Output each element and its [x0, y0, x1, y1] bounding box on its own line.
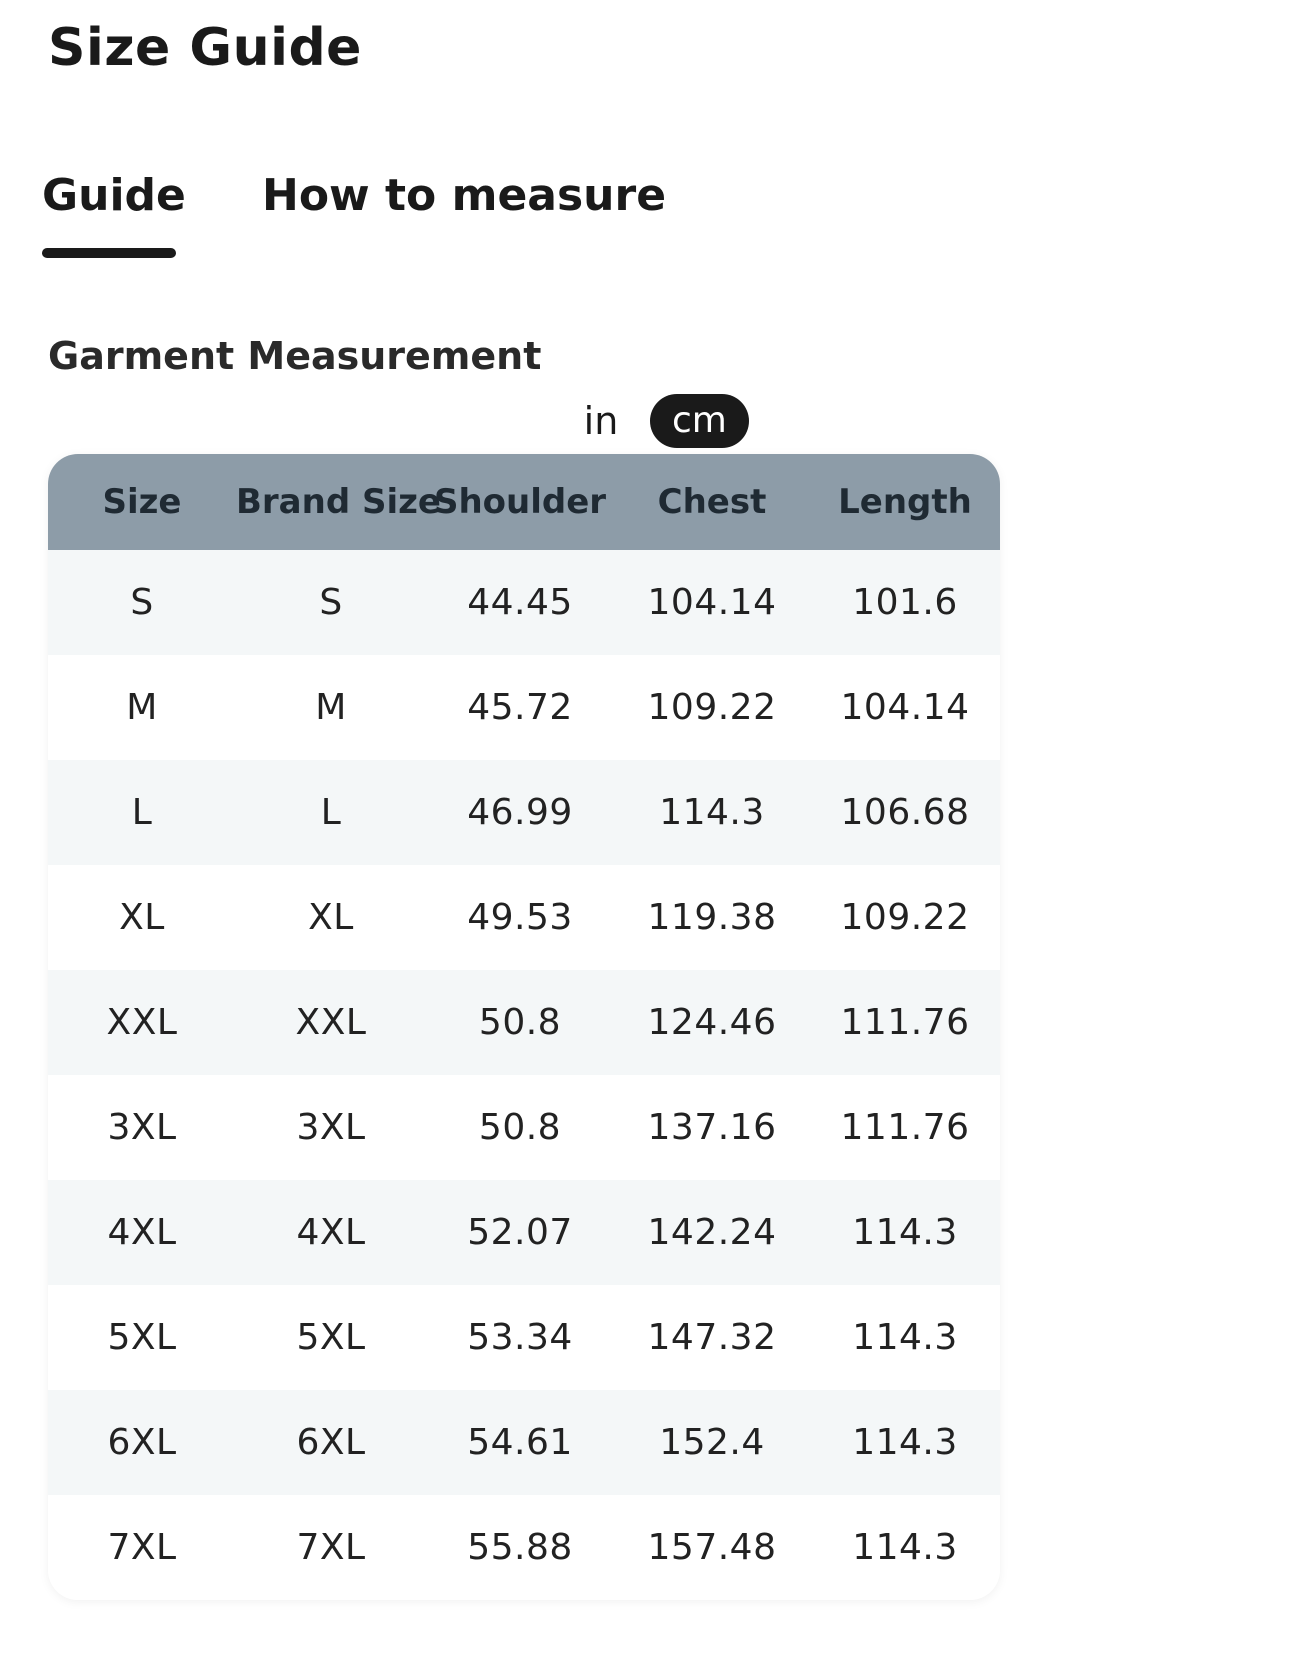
cell-length: 114.3	[852, 1212, 958, 1253]
cell-brand-size: 7XL	[296, 1527, 366, 1568]
header-brand-size: Brand Size	[236, 482, 441, 522]
cell-chest: 104.14	[647, 582, 777, 623]
cell-chest: 109.22	[647, 687, 777, 728]
cell-shoulder: 54.61	[467, 1422, 573, 1463]
table-row	[48, 655, 1000, 760]
active-tab-indicator	[42, 248, 176, 258]
cell-chest: 137.16	[647, 1107, 777, 1148]
cell-shoulder: 44.45	[467, 582, 573, 623]
size-table-container	[48, 454, 1000, 1600]
cell-brand-size: M	[315, 687, 347, 728]
cell-brand-size: 4XL	[296, 1212, 366, 1253]
cell-chest: 114.3	[659, 792, 765, 833]
cell-size: M	[126, 687, 158, 728]
cell-size: 7XL	[107, 1527, 177, 1568]
cell-brand-size: 3XL	[296, 1107, 366, 1148]
cell-shoulder: 52.07	[467, 1212, 573, 1253]
header-size: Size	[102, 482, 182, 522]
table-row	[48, 1390, 1000, 1495]
cell-length: 111.76	[840, 1002, 970, 1043]
cell-size: 5XL	[107, 1317, 177, 1358]
cell-shoulder: 53.34	[467, 1317, 573, 1358]
section-title: Garment Measurement	[48, 334, 542, 378]
cell-brand-size: 5XL	[296, 1317, 366, 1358]
table-row	[48, 760, 1000, 865]
tab-guide[interactable]: Guide	[42, 170, 186, 221]
header-chest: Chest	[657, 482, 767, 522]
table-row	[48, 1495, 1000, 1600]
cell-size: 4XL	[107, 1212, 177, 1253]
header-shoulder: Shoulder	[433, 482, 607, 522]
cell-chest: 119.38	[647, 897, 777, 938]
cell-brand-size: S	[319, 582, 343, 623]
cell-length: 114.3	[852, 1317, 958, 1358]
table-row	[48, 1180, 1000, 1285]
table-row	[48, 1285, 1000, 1390]
size-table	[48, 454, 1000, 1600]
cell-brand-size: XXL	[295, 1002, 367, 1043]
cell-brand-size: L	[320, 792, 342, 833]
cell-size: XXL	[106, 1002, 178, 1043]
page-title: Size Guide	[48, 18, 362, 78]
cell-size: 6XL	[107, 1422, 177, 1463]
cell-length: 104.14	[840, 687, 970, 728]
cell-size: XL	[119, 897, 165, 938]
cell-brand-size: 6XL	[296, 1422, 366, 1463]
cell-chest: 147.32	[647, 1317, 777, 1358]
cell-length: 111.76	[840, 1107, 970, 1148]
cell-shoulder: 45.72	[467, 687, 573, 728]
cell-chest: 142.24	[647, 1212, 777, 1253]
table-body	[48, 550, 1000, 1600]
cell-size: 3XL	[107, 1107, 177, 1148]
cell-chest: 124.46	[647, 1002, 777, 1043]
cell-chest: 152.4	[659, 1422, 765, 1463]
table-row	[48, 970, 1000, 1075]
cell-length: 114.3	[852, 1527, 958, 1568]
cell-length: 109.22	[840, 897, 970, 938]
unit-in-option[interactable]: in	[583, 399, 619, 443]
cell-shoulder: 50.8	[478, 1107, 562, 1148]
cell-chest: 157.48	[647, 1527, 777, 1568]
cell-shoulder: 46.99	[467, 792, 573, 833]
table-row	[48, 550, 1000, 655]
table-header-row	[48, 454, 1000, 550]
cell-length: 101.6	[852, 582, 958, 623]
table-row	[48, 1075, 1000, 1180]
unit-cm-option[interactable]: cm	[650, 394, 749, 448]
cell-length: 106.68	[840, 792, 970, 833]
cell-shoulder: 50.8	[478, 1002, 562, 1043]
header-length: Length	[838, 482, 972, 522]
tab-how-to-measure[interactable]: How to measure	[262, 170, 667, 221]
cell-shoulder: 49.53	[467, 897, 573, 938]
unit-toggle	[570, 394, 749, 448]
cell-brand-size: XL	[308, 897, 354, 938]
cell-shoulder: 55.88	[467, 1527, 573, 1568]
cell-size: L	[131, 792, 153, 833]
table-row	[48, 865, 1000, 970]
cell-size: S	[130, 582, 154, 623]
cell-length: 114.3	[852, 1422, 958, 1463]
